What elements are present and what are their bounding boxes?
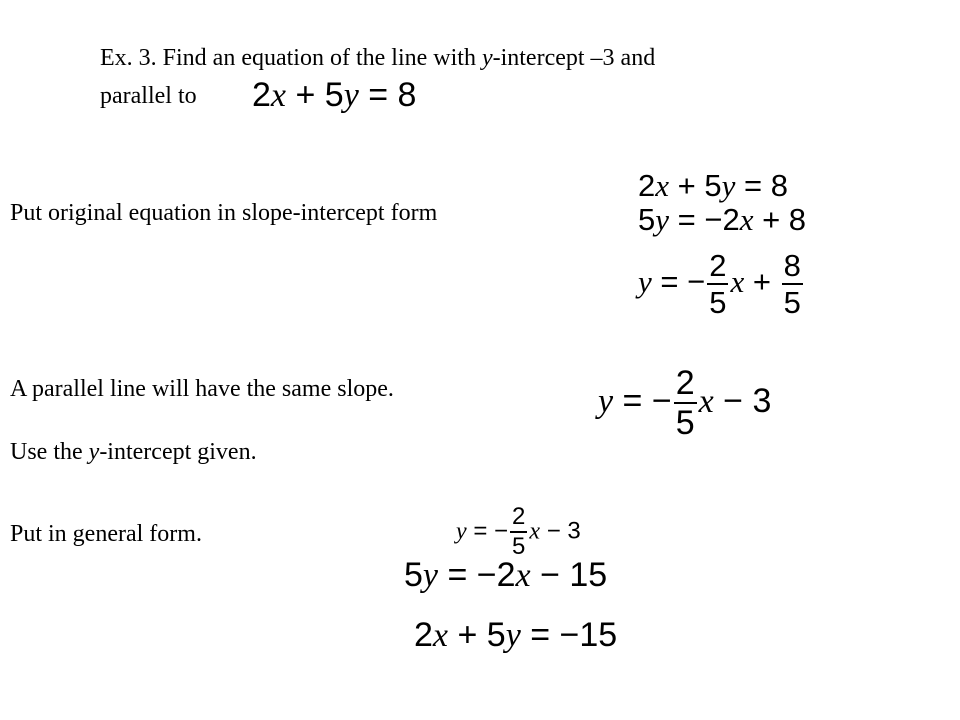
step3-prefix: Use the xyxy=(10,439,89,465)
problem-suffix: -intercept –3 and xyxy=(492,45,656,71)
step-slope-intercept-label: Put original equation in slope-intercept form xyxy=(10,200,438,226)
fraction-eight-fifths: $\frac{8}{5}$ xyxy=(783,248,801,320)
step3-suffix: -intercept given. xyxy=(99,439,257,465)
problem-line-2: parallel to xyxy=(100,83,197,109)
eq-parallel-line: y = − $\frac{2}{5}$ x − 3 xyxy=(598,364,772,442)
eq-slope-intercept: y = − $\frac{2}{5}$ x + $\frac{8}{5}$ xyxy=(638,248,801,320)
step3-var-y: y xyxy=(88,439,100,465)
problem-var-y: y xyxy=(481,45,493,71)
eq-general-step-1: y = − $\frac{2}{5}$ x − 3 xyxy=(456,503,581,560)
eq-general-step-2: 5y = −2x − 15 xyxy=(404,556,608,594)
problem-line-1 xyxy=(100,44,655,72)
given-equation: 2x + 5y = 8 xyxy=(252,76,417,114)
fraction-two-fifths: $\frac{2}{5}$ xyxy=(709,248,727,320)
step-same-slope-label: A parallel line will have the same slope. xyxy=(10,376,394,402)
fraction-two-fifths: $\frac{2}{5}$ xyxy=(675,364,695,442)
step-general-form-label: Put in general form. xyxy=(10,521,202,547)
eq-original: 2x + 5y = 8 xyxy=(638,168,788,203)
problem-prefix: Ex. 3. Find an equation of the line with xyxy=(100,45,482,71)
eq-general-form: 2x + 5y = −15 xyxy=(414,616,618,654)
step-use-intercept-label xyxy=(10,438,257,466)
fraction-two-fifths: $\frac{2}{5}$ xyxy=(512,503,526,560)
eq-solve-5y: 5y = −2x + 8 xyxy=(638,202,807,237)
